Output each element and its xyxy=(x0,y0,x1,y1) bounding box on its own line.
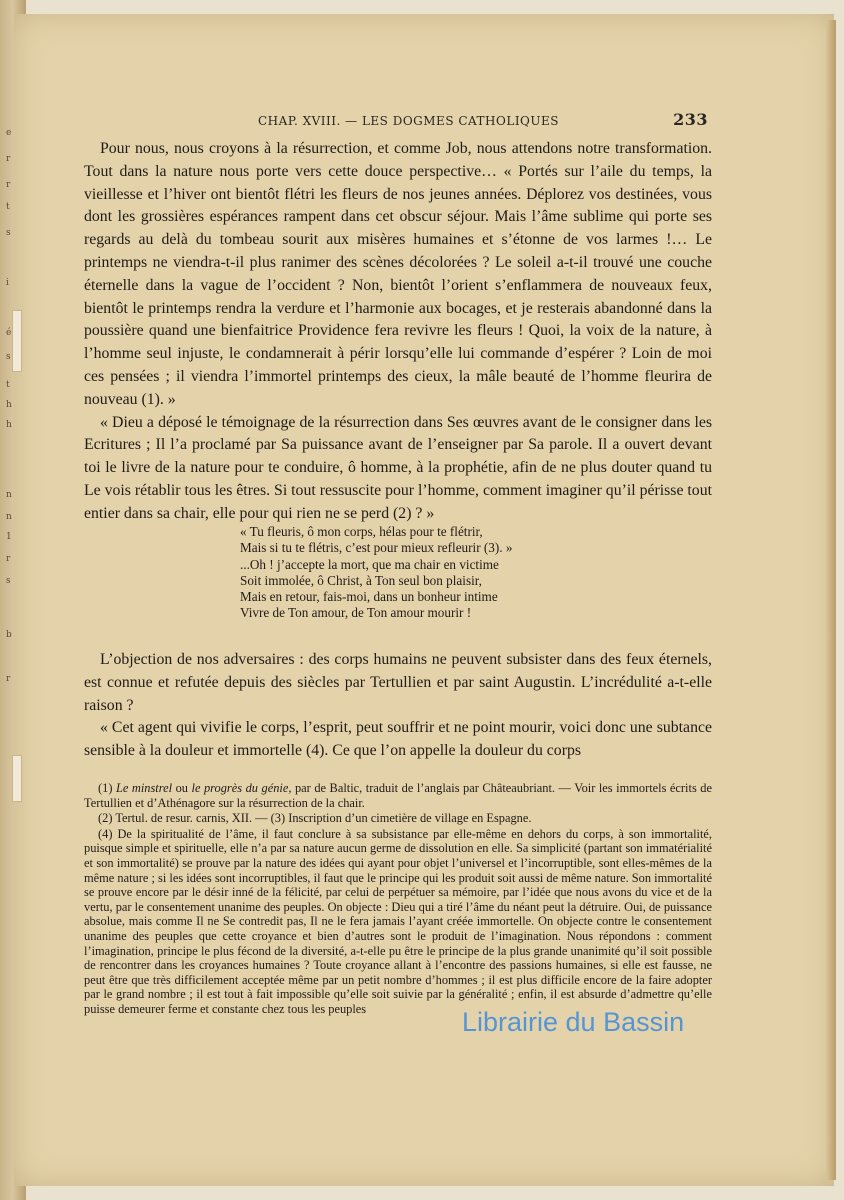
main-text xyxy=(84,138,712,526)
poem-line: ...Oh ! j’accepte la mort, que ma chair en victime xyxy=(240,556,499,572)
main-text-continued xyxy=(84,649,712,763)
page-tab xyxy=(12,755,22,802)
paragraph: L’objection de nos adversaires : des corps humains ne peuvent subsister dans des feux éternels, est connue et refutée depuis des siècles par Tertullien et par saint Augustin. L’incrédulité a-t-elle raison ? xyxy=(84,651,712,714)
running-header xyxy=(258,112,708,132)
page-edge xyxy=(826,20,836,1180)
footnote-text: ou xyxy=(172,781,192,795)
footnote-mark: (1) xyxy=(98,781,116,795)
facing-page-margin: e r r t s i é s t h h n n 1 r s b r xyxy=(6,128,12,684)
footnote-title: le progrès du génie xyxy=(191,781,289,795)
poem-line: Soit immolée, ô Christ, à Ton seul bon plaisir, xyxy=(240,572,482,588)
footnote-2: (2) Tertul. de resur. carnis, XII. — (3) Inscription d’un cimetière de village en Espagne. xyxy=(98,811,532,826)
paragraph: Pour nous, nous croyons à la résurrection, et comme Job, nous attendons notre transformation. Tout dans la nature nous porte vers cette douce perspective… « Portés sur l’aile du temps, la vieillesse et l’hiver ont bientôt flétri les fleurs de nos jeunes années. Déplorez vos destinées, vous dont les grossières espérances rampent dans cet obscur séjour. Mais l’âme sublime qui porte ses regards au delà du tombeau sourit aux misères humaines et s’étonne de vos larmes !… Le printemps ne viendra-t-il plus ranimer des scènes décolorées ? Le soleil a-t-il trouvé une couche éternelle dans la vague de l’occident ? Non, bientôt l’orient s’enflammera de nouveaux feux, bientôt le printemps rendra la verdure et l’harmonie aux bocages, et je resterais abandonné dans la poussière quand une bienfaitrice Providence fera revivre les fleurs ! Quoi, la voix de la nature, à l’homme seul injuste, le condamnerait à périr lorsqu’elle lui commande d’espérer ? Loin de moi ces pensées ; il viendra l’immortel printemps des cieux, la mâle beauté de l’homme fleurira de nouveau (1). » xyxy=(84,140,712,408)
footnote-title: Le minstrel xyxy=(115,781,173,795)
poem-quote xyxy=(240,524,570,622)
chapter-title: CHAP. XVIII. — LES DOGMES CATHOLIQUES xyxy=(258,114,559,128)
watermark: Librairie du Bassin xyxy=(462,1007,685,1037)
footnotes xyxy=(84,781,712,1017)
poem-line: Mais en retour, fais-moi, dans un bonheur intime xyxy=(240,589,498,605)
poem-line: « Tu fleuris, ô mon corps, hélas pour te flétrir, xyxy=(240,524,483,539)
paragraph: « Cet agent qui vivifie le corps, l’esprit, peut souffrir et ne point mourir, voici donc une subtance sensible à la douleur et immortelle (4). Ce que l’on appelle la douleur du corps xyxy=(84,719,712,760)
page-number: 233 xyxy=(673,110,708,129)
footnote-1 xyxy=(84,781,712,810)
poem-line: Mais si tu te flétris, c’est pour mieux refleurir (3). » xyxy=(240,540,513,556)
poem-line: Vivre de Ton amour, de Ton amour mourir ! xyxy=(240,605,472,621)
paragraph: « Dieu a déposé le témoignage de la résurrection dans Ses œuvres avant de le consigner dans les Ecritures ; Il l’a proclamé par Sa puissance avant de l’enseigner par Sa parole. Il a ouvert devant toi le livre de la nature pour te conduire, ô homme, à la prophétie, afin de ne plus douter quand tu Le vois rétablir tous les êtres. Si tout ressuscite pour l’homme, comment imaginer qu’il périsse tout entier dans sa chair, elle pour qui rien ne se perd (2) ? » xyxy=(84,413,712,522)
footnote-text: , par de Baltic, traduit de l’anglais par Châteaubriant. — Voir les immortels écrits de Tertullien et d’Athénagore sur la résurrection de la chair. xyxy=(84,781,712,810)
footnote-4: (4) De la spiritualité de l’âme, il faut conclure à sa subsistance par elle-même en dehors du corps, à son immortalité, puisque simple et spirituelle, elle n’a par sa nature aucun germe de dissolution en elle. Sa simplicité (partant son immatérialité et son immortalité) se prouve par la nature des idées qui ayant pour objet l’universel et l’incorruptible, sont elles-mêmes de la même nature ; si les idées sont incorruptibles, il faut que le principe qui les produit soit aussi de même nature. Son immortalité se prouve encore par le désir inné de la félicité, par celui de perpétuer sa mémoire, par l’idée que nous avons du vice et de la vertu, par le consentement unanime des peuples. On objecte : Dieu qui a tiré l’âme du néant peut la détruire. Oui, de puissance absolue, mais comme Il ne Se contredit pas, Il ne le fera jamais l’ayant créée immortelle. On objecte contre le consentement unanime des peuples que cette croyance et bien d’autres sont le produit de l’imagination. Nous répondons : comment l’imagination, principe le plus fécond de la diversité, a-t-elle pu être le principe de la plus grande unanimité qu’il soit possible de rencontrer dans les croyances humaines ? Toute croyance allant à l’encontre des passions humaines, si elle est fausse, ne peut être que très difficilement acceptée même par un petit nombre d’hommes ; il est plus difficile encore de la faire adopter par le grand nombre ; il est tout à fait impossible qu’elle soit suivie par la généralité ; enfin, il est absurde d’admettre qu’elle puisse demeurer ferme et constante chez tous les peuples xyxy=(84,826,712,1016)
page-tab xyxy=(12,310,22,372)
